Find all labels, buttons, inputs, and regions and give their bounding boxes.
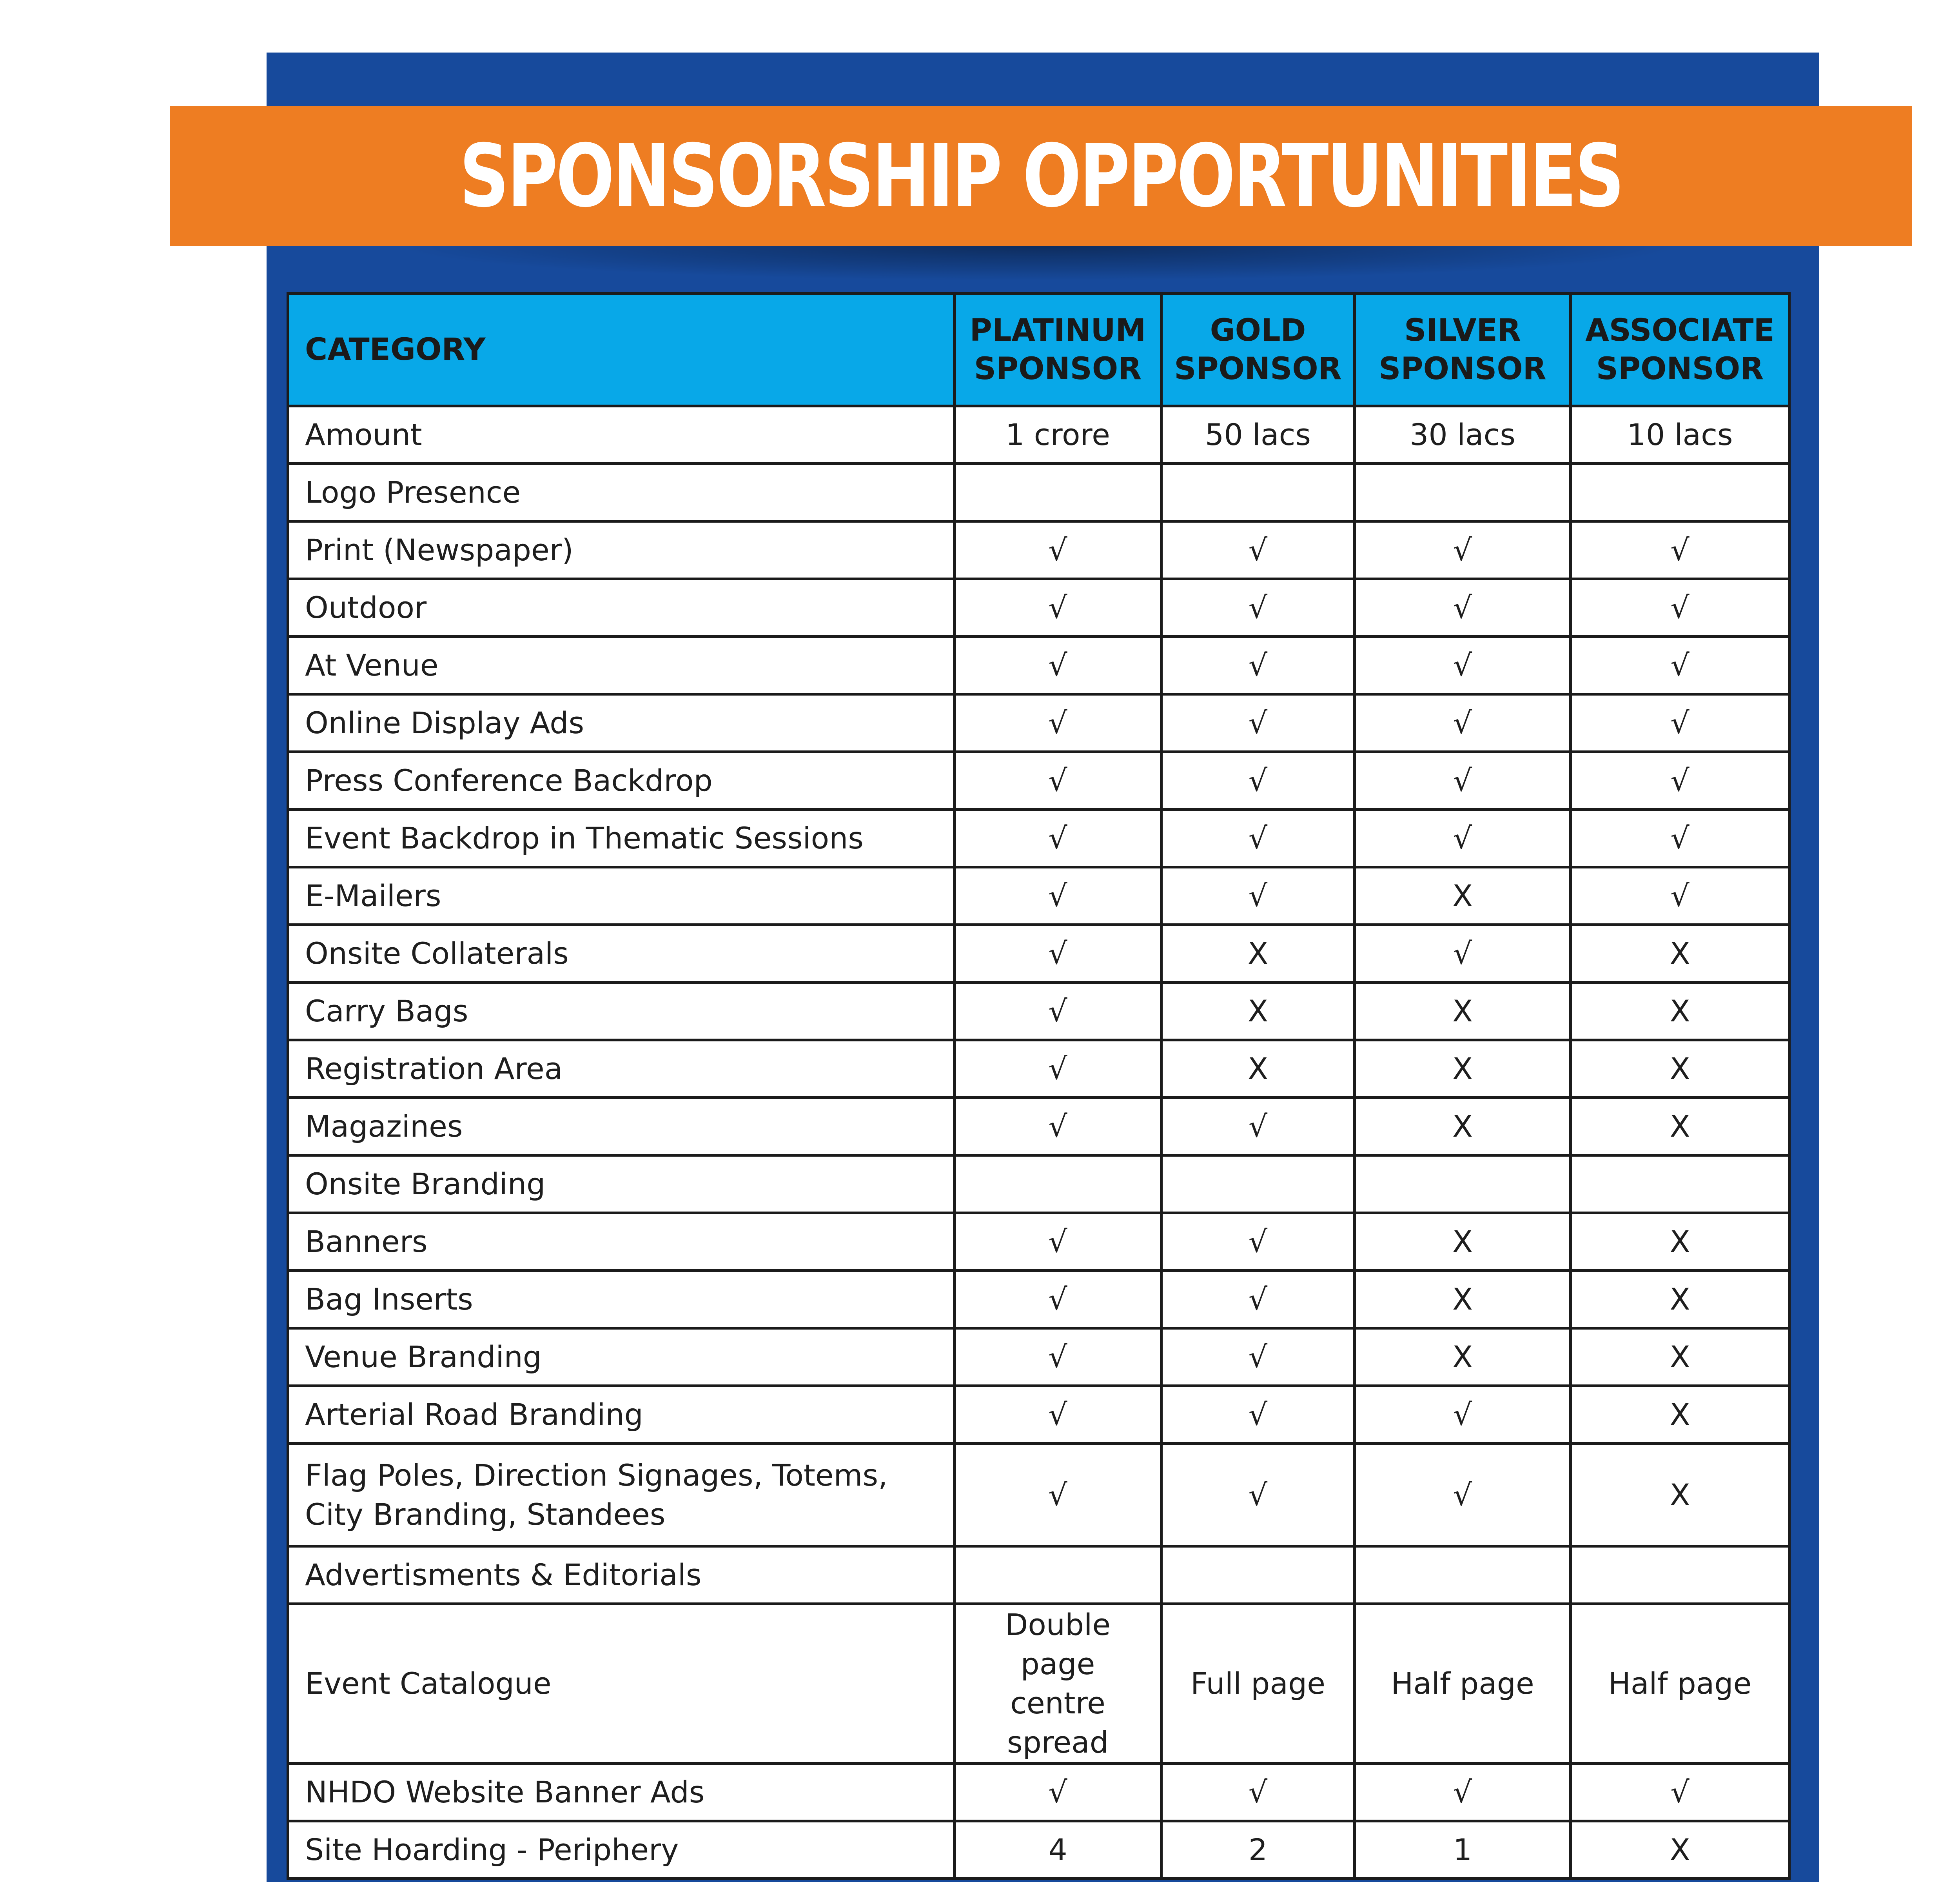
row-label: Print (Newspaper)	[288, 521, 955, 579]
row-label: Amount	[288, 406, 955, 464]
table-row	[288, 925, 1789, 983]
cell-silver: X	[1355, 1328, 1571, 1386]
table-row	[288, 867, 1789, 925]
row-label: At Venue	[288, 637, 955, 694]
cell-platinum: √	[955, 1764, 1161, 1821]
cell-silver	[1355, 1155, 1571, 1213]
cell-associate: √	[1571, 810, 1789, 867]
page-title: SPONSORSHIP OPPORTUNITIES	[459, 125, 1623, 226]
cell-associate: 10 lacs	[1571, 406, 1789, 464]
cell-platinum: 1 crore	[955, 406, 1161, 464]
cell-silver: √	[1355, 1764, 1571, 1821]
cell-associate: X	[1571, 983, 1789, 1040]
cell-platinum: √	[955, 925, 1161, 983]
row-label: Onsite Collaterals	[288, 925, 955, 983]
cell-silver: X	[1355, 1098, 1571, 1155]
cell-silver: √	[1355, 752, 1571, 810]
table-row	[288, 752, 1789, 810]
cell-platinum: √	[955, 1328, 1161, 1386]
table-row	[288, 406, 1789, 464]
table-row	[288, 1444, 1789, 1546]
header-category: CATEGORY	[288, 294, 955, 406]
cell-platinum: √	[955, 810, 1161, 867]
header-platinum: PLATINUM SPONSOR	[955, 294, 1161, 406]
cell-silver: √	[1355, 521, 1571, 579]
row-label: Outdoor	[288, 579, 955, 637]
cell-silver: √	[1355, 694, 1571, 752]
cell-gold: 50 lacs	[1161, 406, 1355, 464]
cell-platinum	[955, 1155, 1161, 1213]
cell-gold: √	[1161, 1764, 1355, 1821]
cell-platinum: √	[955, 1444, 1161, 1546]
cell-silver	[1355, 464, 1571, 521]
row-label: NHDO Website Banner Ads	[288, 1764, 955, 1821]
cell-gold: √	[1161, 752, 1355, 810]
cell-silver: X	[1355, 867, 1571, 925]
header-associate: ASSOCIATE SPONSOR	[1571, 294, 1789, 406]
cell-silver: √	[1355, 925, 1571, 983]
cell-associate: X	[1571, 1213, 1789, 1271]
cell-associate: √	[1571, 752, 1789, 810]
cell-platinum: √	[955, 1040, 1161, 1098]
cell-silver: √	[1355, 1386, 1571, 1444]
cell-gold: √	[1161, 1098, 1355, 1155]
cell-gold: √	[1161, 1271, 1355, 1328]
cell-silver: √	[1355, 810, 1571, 867]
cell-gold: Full page	[1161, 1604, 1355, 1764]
table-row	[288, 637, 1789, 694]
cell-associate: X	[1571, 1098, 1789, 1155]
cell-platinum: √	[955, 867, 1161, 925]
banner-shadow	[392, 246, 1686, 281]
cell-associate: √	[1571, 521, 1789, 579]
cell-associate: Half page	[1571, 1604, 1789, 1764]
cell-silver: Half page	[1355, 1604, 1571, 1764]
table-header-row	[288, 294, 1789, 406]
cell-platinum: √	[955, 1271, 1161, 1328]
row-label: Logo Presence	[288, 464, 955, 521]
cell-associate: √	[1571, 867, 1789, 925]
cell-platinum: √	[955, 694, 1161, 752]
row-label: Magazines	[288, 1098, 955, 1155]
cell-platinum	[955, 1546, 1161, 1604]
table-row	[288, 1040, 1789, 1098]
cell-gold: 2	[1161, 1821, 1355, 1879]
cell-gold: X	[1161, 983, 1355, 1040]
row-label: Site Hoarding - Periphery	[288, 1821, 955, 1879]
row-label: Bag Inserts	[288, 1271, 955, 1328]
row-label: Venue Branding	[288, 1328, 955, 1386]
cell-associate: X	[1571, 925, 1789, 983]
cell-gold: X	[1161, 1040, 1355, 1098]
cell-associate	[1571, 1546, 1789, 1604]
row-label: Onsite Branding	[288, 1155, 955, 1213]
cell-associate: X	[1571, 1040, 1789, 1098]
cell-silver: √	[1355, 1444, 1571, 1546]
cell-gold: √	[1161, 694, 1355, 752]
table-row	[288, 983, 1789, 1040]
row-label: Carry Bags	[288, 983, 955, 1040]
header-silver: SILVER SPONSOR	[1355, 294, 1571, 406]
cell-gold: √	[1161, 521, 1355, 579]
cell-platinum: √	[955, 521, 1161, 579]
table-row	[288, 464, 1789, 521]
row-label: Arterial Road Branding	[288, 1386, 955, 1444]
row-label: Registration Area	[288, 1040, 955, 1098]
cell-platinum	[955, 464, 1161, 521]
cell-associate: √	[1571, 694, 1789, 752]
table-row	[288, 579, 1789, 637]
cell-platinum: √	[955, 579, 1161, 637]
cell-platinum: √	[955, 1386, 1161, 1444]
cell-gold	[1161, 1546, 1355, 1604]
table-row	[288, 1328, 1789, 1386]
table-row	[288, 1764, 1789, 1821]
cell-silver	[1355, 1546, 1571, 1604]
cell-platinum: √	[955, 1213, 1161, 1271]
cell-associate: X	[1571, 1821, 1789, 1879]
table-row	[288, 1213, 1789, 1271]
cell-silver: X	[1355, 1040, 1571, 1098]
cell-silver: 1	[1355, 1821, 1571, 1879]
cell-platinum: √	[955, 983, 1161, 1040]
cell-silver: √	[1355, 637, 1571, 694]
cell-silver: √	[1355, 579, 1571, 637]
cell-platinum: √	[955, 752, 1161, 810]
cell-gold: √	[1161, 637, 1355, 694]
row-label: Event Backdrop in Thematic Sessions	[288, 810, 955, 867]
row-label: E-Mailers	[288, 867, 955, 925]
table-row	[288, 810, 1789, 867]
cell-silver: X	[1355, 1213, 1571, 1271]
title-banner	[170, 106, 1912, 246]
cell-associate	[1571, 1155, 1789, 1213]
header-gold: GOLD SPONSOR	[1161, 294, 1355, 406]
cell-gold: √	[1161, 579, 1355, 637]
table-row	[288, 1604, 1789, 1764]
cell-gold: √	[1161, 1328, 1355, 1386]
cell-gold	[1161, 1155, 1355, 1213]
row-label: Event Catalogue	[288, 1604, 955, 1764]
cell-gold: √	[1161, 867, 1355, 925]
cell-associate: X	[1571, 1271, 1789, 1328]
cell-associate	[1571, 464, 1789, 521]
table-row	[288, 1271, 1789, 1328]
cell-associate: √	[1571, 1764, 1789, 1821]
row-label: Banners	[288, 1213, 955, 1271]
cell-silver: X	[1355, 983, 1571, 1040]
cell-gold: √	[1161, 1213, 1355, 1271]
table-row	[288, 1155, 1789, 1213]
cell-gold	[1161, 464, 1355, 521]
cell-associate: √	[1571, 579, 1789, 637]
table-row	[288, 1098, 1789, 1155]
cell-associate: X	[1571, 1444, 1789, 1546]
cell-gold: √	[1161, 1386, 1355, 1444]
cell-associate: X	[1571, 1328, 1789, 1386]
table-row	[288, 1386, 1789, 1444]
cell-associate: √	[1571, 637, 1789, 694]
sponsorship-table	[287, 292, 1791, 1880]
cell-gold: √	[1161, 810, 1355, 867]
cell-platinum: 4	[955, 1821, 1161, 1879]
table-row	[288, 521, 1789, 579]
cell-platinum: √	[955, 637, 1161, 694]
cell-silver: X	[1355, 1271, 1571, 1328]
table-row	[288, 694, 1789, 752]
table-row	[288, 1546, 1789, 1604]
cell-gold: √	[1161, 1444, 1355, 1546]
cell-gold: X	[1161, 925, 1355, 983]
cell-platinum: √	[955, 1098, 1161, 1155]
row-label: Flag Poles, Direction Signages, Totems, City Branding, Standees	[288, 1444, 955, 1546]
row-label: Online Display Ads	[288, 694, 955, 752]
table-row	[288, 1821, 1789, 1879]
row-label: Advertisments & Editorials	[288, 1546, 955, 1604]
cell-silver: 30 lacs	[1355, 406, 1571, 464]
cell-associate: X	[1571, 1386, 1789, 1444]
row-label: Press Conference Backdrop	[288, 752, 955, 810]
cell-platinum: Double page centre spread	[955, 1604, 1161, 1764]
